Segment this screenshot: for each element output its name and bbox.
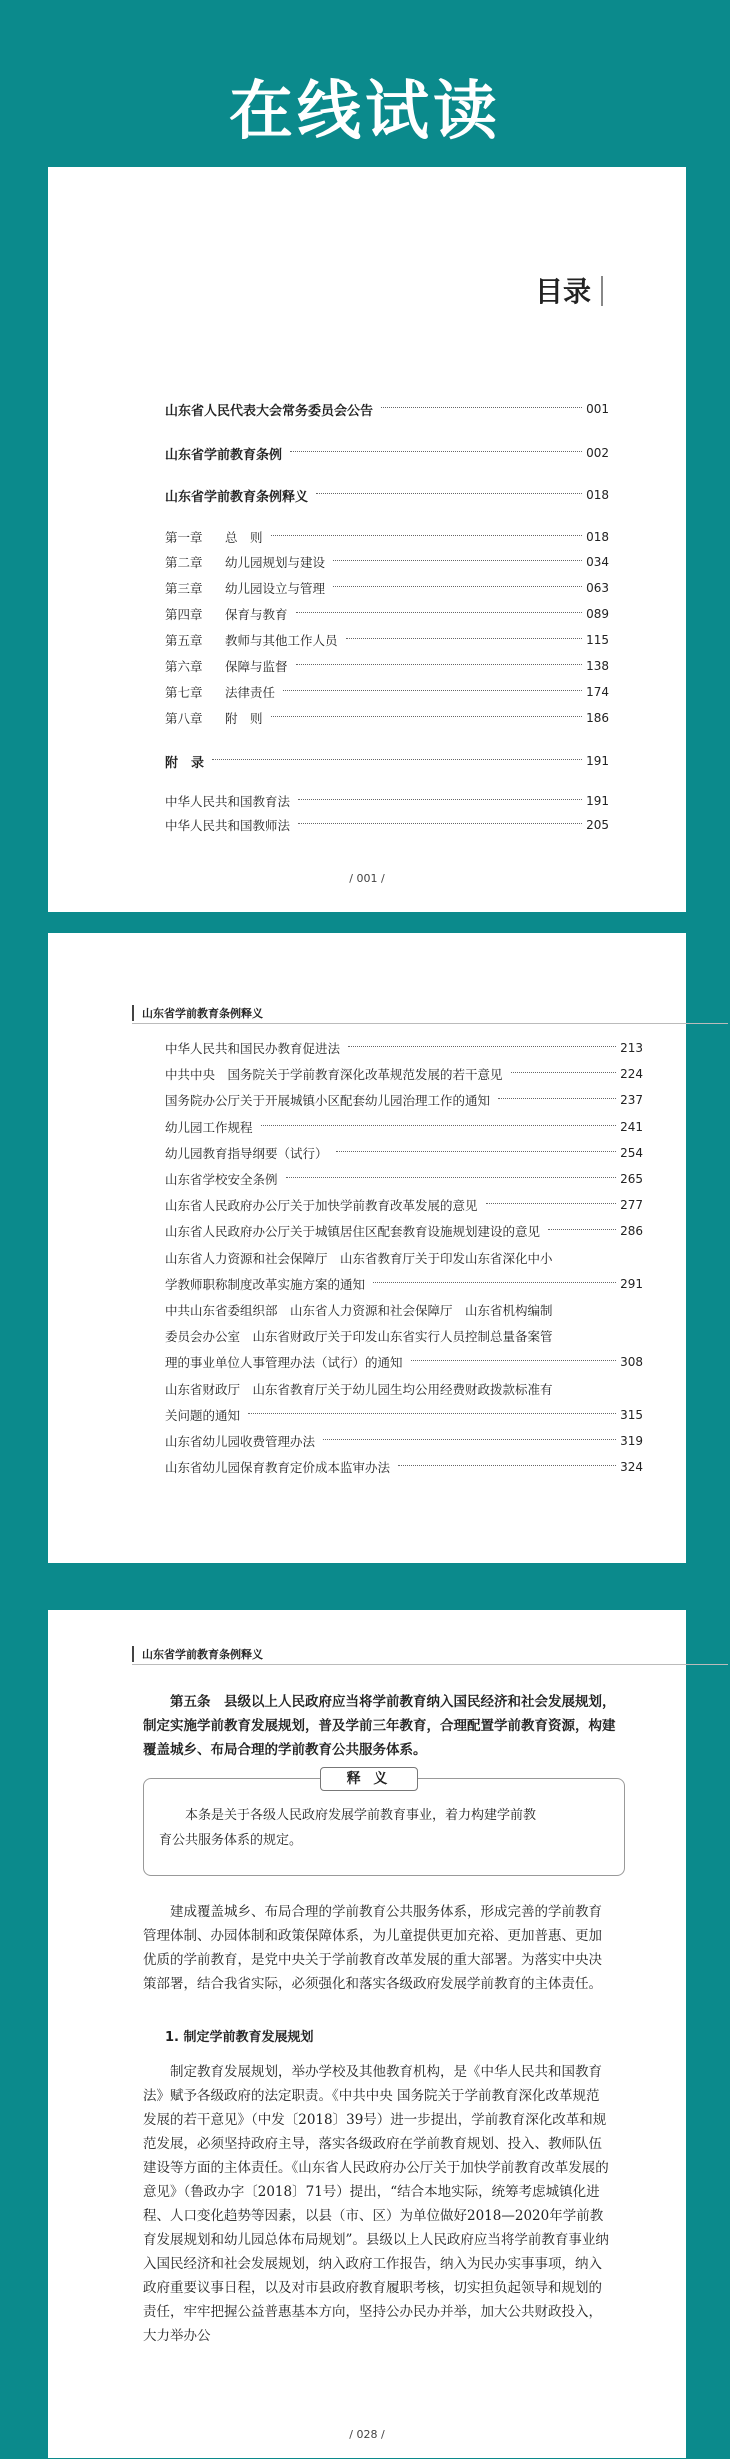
page-number: / 028 / [349, 2428, 385, 2441]
leader-dots [296, 612, 583, 613]
toc-page-number: 063 [586, 581, 609, 595]
toc-entry-title: 中华人民共和国教育法 [165, 794, 291, 809]
appendix-entry-title: 山东省幼儿园收费管理办法 [165, 1434, 316, 1449]
toc-heading: 目录 [535, 270, 591, 310]
appendix-entry-title: 山东省人民政府办公厅关于加快学前教育改革发展的意见 [165, 1198, 478, 1213]
toc-entry-title [165, 528, 267, 546]
appendix-entry [165, 1064, 643, 1084]
appendix-entry-title: 关问题的通知 [165, 1408, 241, 1423]
appendix-entry-title: 理的事业单位人事管理办法（试行）的通知 [165, 1355, 403, 1370]
paragraph: 建成覆盖城乡、布局合理的学前教育公共服务体系，形成完善的学前教育管理体制、办园体制和政策保障体系，为儿童提供更加充裕、更加普惠、更加优质的学前教育，是党中央关于学前教育改革发展的重大部署。为落实中央决策部署，结合我省实际，必须强化和落实各级政府发展学前教育的主体责任。 [143, 1904, 602, 1992]
leader-dots [333, 560, 582, 561]
toc-chapter-title: 总 则 [225, 530, 263, 545]
appendix-entry [165, 1090, 643, 1110]
toc-chapter-title: 法律责任 [225, 685, 276, 700]
toc-chapter-number: 第二章 [165, 555, 203, 570]
paragraph-2 [143, 2060, 613, 2348]
toc-entry-title [165, 579, 329, 597]
toc-chapter-title: 保育与教育 [225, 607, 288, 622]
toc-chapter-title: 教师与其他工作人员 [225, 633, 338, 648]
leader-dots [333, 586, 582, 587]
leader-dots [348, 1046, 616, 1047]
toc-entry [165, 604, 609, 624]
note-line: 育公共服务体系的规定。 [159, 1833, 303, 1848]
toc-page-number: 191 [586, 754, 609, 768]
appendix-entry-title: 委员会办公室 山东省财政厅关于印发山东省实行人员控制总量备案管 [165, 1329, 553, 1344]
toc-chapter-title: 幼儿园规划与建设 [225, 555, 326, 570]
leader-dots [286, 1177, 617, 1178]
leader-dots [283, 690, 582, 691]
toc-entry [165, 708, 609, 728]
toc-page-number: 138 [586, 659, 609, 673]
toc-page-number: 001 [586, 402, 609, 416]
toc-entry-title [165, 605, 292, 623]
note-line: 本条是关于各级人民政府发展学前教育事业，着力构建学前教 [185, 1808, 537, 1823]
toc-entry-title [165, 709, 267, 727]
leader-dots [316, 493, 582, 494]
toc-page-number: 089 [586, 607, 609, 621]
appendix-entry [165, 1274, 643, 1294]
leader-dots [298, 823, 582, 824]
appendix-page-number: 291 [620, 1277, 643, 1291]
appendix-page-number: 241 [620, 1120, 643, 1134]
toc-entry [165, 578, 609, 598]
appendix-entry-title: 国务院办公厅关于开展城镇小区配套幼儿园治理工作的通知 [165, 1093, 491, 1108]
toc-entry [165, 751, 609, 771]
toc-entry-title: 山东省学前教育条例释义 [165, 489, 309, 505]
toc-page-number: 115 [586, 633, 609, 647]
appendix-page-number: 213 [620, 1041, 643, 1055]
toc-chapter-title: 附 则 [225, 711, 263, 726]
appendix-entry-title: 山东省幼儿园保育教育定价成本监审办法 [165, 1460, 391, 1475]
leader-dots [346, 638, 583, 639]
note-box [143, 1771, 625, 1876]
appendix-entry [165, 1352, 643, 1372]
leader-dots [511, 1072, 617, 1073]
leader-dots [548, 1229, 616, 1230]
appendix-page-number: 324 [620, 1460, 643, 1474]
article-page [48, 1610, 686, 2458]
appendix-entry-title: 中共山东省委组织部 山东省人力资源和社会保障厅 山东省机构编制 [165, 1303, 553, 1318]
appendix-page-number: 224 [620, 1067, 643, 1081]
appendix-page-number: 237 [620, 1093, 643, 1107]
toc-entry [165, 682, 609, 702]
page-number: / 001 / [349, 872, 385, 885]
leader-dots [296, 664, 583, 665]
note-text [159, 1803, 609, 1853]
leader-dots [290, 451, 582, 452]
appendix-entry [165, 1248, 643, 1268]
paragraph: 制定教育发展规划，举办学校及其他教育机构，是《中华人民共和国教育法》赋予各级政府的法定职责。《中共中央 国务院关于学前教育深化改革规范发展的若干意见》（中发〔2018〕39号）进一步提出，学前教育深化改革和规范发展，必须坚持政府主导，落实各级政府在学前教育规划、投入、教师队伍建设等方面的主体责任。《山东省人民政府办公厅关于加快学前教育改革发展的意见》（鲁政办字〔2018〕71号）提出，“结合本地实际，统筹考虑城镇化进程、人口变化趋势等因素，以县（市、区）为单位做好2018—2020年学前教育发展规划和幼儿园总体布局规划”。县级以上人民政府应当将学前教育事业纳入国民经济和社会发展规划，纳入政府工作报告，纳入为民办实事事项，纳入政府重要议事日程，以及对市县政府教育履职考核，切实担负起领导和规划的责任，牢牢把握公益普惠基本方向，坚持公办民办并举，加大公共财政投入，大力举办公 [143, 2064, 609, 2344]
leader-dots [271, 716, 583, 717]
note-label: 释 义 [320, 1767, 418, 1791]
toc-page-number: 018 [586, 488, 609, 502]
toc-entry [165, 630, 609, 650]
appendix-entry-title: 学教师职称制度改革实施方案的通知 [165, 1277, 366, 1292]
toc-page-number: 174 [586, 685, 609, 699]
toc-page [48, 167, 686, 912]
appendix-page-number: 308 [620, 1355, 643, 1369]
toc-entry-title: 中华人民共和国教师法 [165, 818, 291, 833]
appendix-entry [165, 1379, 643, 1399]
appendix-page-number: 254 [620, 1146, 643, 1160]
running-head: 山东省学前教育条例释义 [132, 1005, 263, 1021]
toc-entry [165, 791, 609, 811]
appendix-page-number: 319 [620, 1434, 643, 1448]
appendix-entry [165, 1300, 643, 1320]
leader-dots [398, 1465, 616, 1466]
paragraph-1 [143, 1900, 613, 1996]
toc-chapter-number: 第七章 [165, 685, 203, 700]
leader-dots [373, 1282, 616, 1283]
appendix-entry [165, 1038, 643, 1058]
appendix-page-number: 265 [620, 1172, 643, 1186]
toc-entry [165, 399, 609, 419]
appendix-entry-title: 山东省人力资源和社会保障厅 山东省教育厅关于印发山东省深化中小 [165, 1251, 553, 1266]
appendix-entry [165, 1431, 643, 1451]
article-paragraph: 第五条 县级以上人民政府应当将学前教育纳入国民经济和社会发展规划，制定实施学前教育发展规划，普及学前三年教育，合理配置学前教育资源，构建覆盖城乡、布局合理的学前教育公共服务体系。 [143, 1694, 616, 1758]
toc-entry [165, 527, 609, 547]
toc-entry [165, 656, 609, 676]
toc-chapter-number: 第八章 [165, 711, 203, 726]
appendix-entry-title: 中华人民共和国民办教育促进法 [165, 1041, 341, 1056]
appendix-entry [165, 1326, 643, 1346]
leader-dots [298, 799, 582, 800]
appendix-entry-title: 山东省财政厅 山东省教育厅关于幼儿园生均公用经费财政拨款标准有 [165, 1382, 553, 1397]
appendix-page-number: 315 [620, 1408, 643, 1422]
toc-chapter-title: 幼儿园设立与管理 [225, 581, 326, 596]
appendix-entry-title: 山东省人民政府办公厅关于城镇居住区配套教育设施规划建设的意见 [165, 1224, 541, 1239]
appendix-entry-title: 幼儿园教育指导纲要（试行） [165, 1146, 328, 1161]
toc-entry [165, 552, 609, 572]
leader-dots [248, 1413, 616, 1414]
leader-dots [486, 1203, 617, 1204]
appendix-entry-title: 山东省学校安全条例 [165, 1172, 278, 1187]
appendix-entry [165, 1117, 643, 1137]
leader-dots [381, 407, 582, 408]
appendix-entry-title: 幼儿园工作规程 [165, 1120, 253, 1135]
leader-dots [411, 1360, 617, 1361]
toc-entry [165, 485, 609, 505]
leader-dots [323, 1439, 616, 1440]
toc-entry-title: 山东省学前教育条例 [165, 447, 283, 463]
toc-chapter-number: 第一章 [165, 530, 203, 545]
leader-dots [336, 1151, 617, 1152]
appendix-entry [165, 1221, 643, 1241]
toc-chapter-number: 第三章 [165, 581, 203, 596]
toc-chapter-number: 第五章 [165, 633, 203, 648]
toc-entry-title [165, 631, 342, 649]
appendix-page [48, 933, 686, 1563]
appendix-entry [165, 1143, 643, 1163]
toc-chapter-number: 第六章 [165, 659, 203, 674]
toc-chapter-title: 保障与监督 [225, 659, 288, 674]
section-title: 1. 制定学前教育发展规划 [165, 2030, 314, 2045]
toc-entry-title [165, 683, 279, 701]
toc-entry [165, 443, 609, 463]
leader-dots [212, 759, 582, 760]
leader-dots [498, 1098, 616, 1099]
appendix-entry [165, 1405, 643, 1425]
toc-entry-title: 山东省人民代表大会常务委员会公告 [165, 403, 374, 419]
toc-entry [165, 815, 609, 835]
appendix-page-number: 286 [620, 1224, 643, 1238]
article-text [143, 1690, 619, 1762]
appendix-entry [165, 1169, 643, 1189]
toc-page-number: 034 [586, 555, 609, 569]
toc-page-number: 186 [586, 711, 609, 725]
toc-entry-title [165, 657, 292, 675]
toc-chapter-number: 第四章 [165, 607, 203, 622]
leader-dots [261, 1125, 617, 1126]
toc-page-number: 205 [586, 818, 609, 832]
leader-dots [271, 535, 583, 536]
appendix-entry-title: 中共中央 国务院关于学前教育深化改革规范发展的若干意见 [165, 1067, 503, 1082]
appendix-page-number: 277 [620, 1198, 643, 1212]
appendix-entry [165, 1195, 643, 1215]
running-head: 山东省学前教育条例释义 [132, 1646, 263, 1662]
toc-page-number: 018 [586, 530, 609, 544]
banner [0, 0, 730, 160]
toc-entry-title: 附 录 [165, 755, 205, 771]
banner-title: 在线试读 [229, 75, 501, 149]
appendix-entry [165, 1457, 643, 1477]
toc-entry-title [165, 553, 329, 571]
toc-page-number: 002 [586, 446, 609, 460]
toc-page-number: 191 [586, 794, 609, 808]
